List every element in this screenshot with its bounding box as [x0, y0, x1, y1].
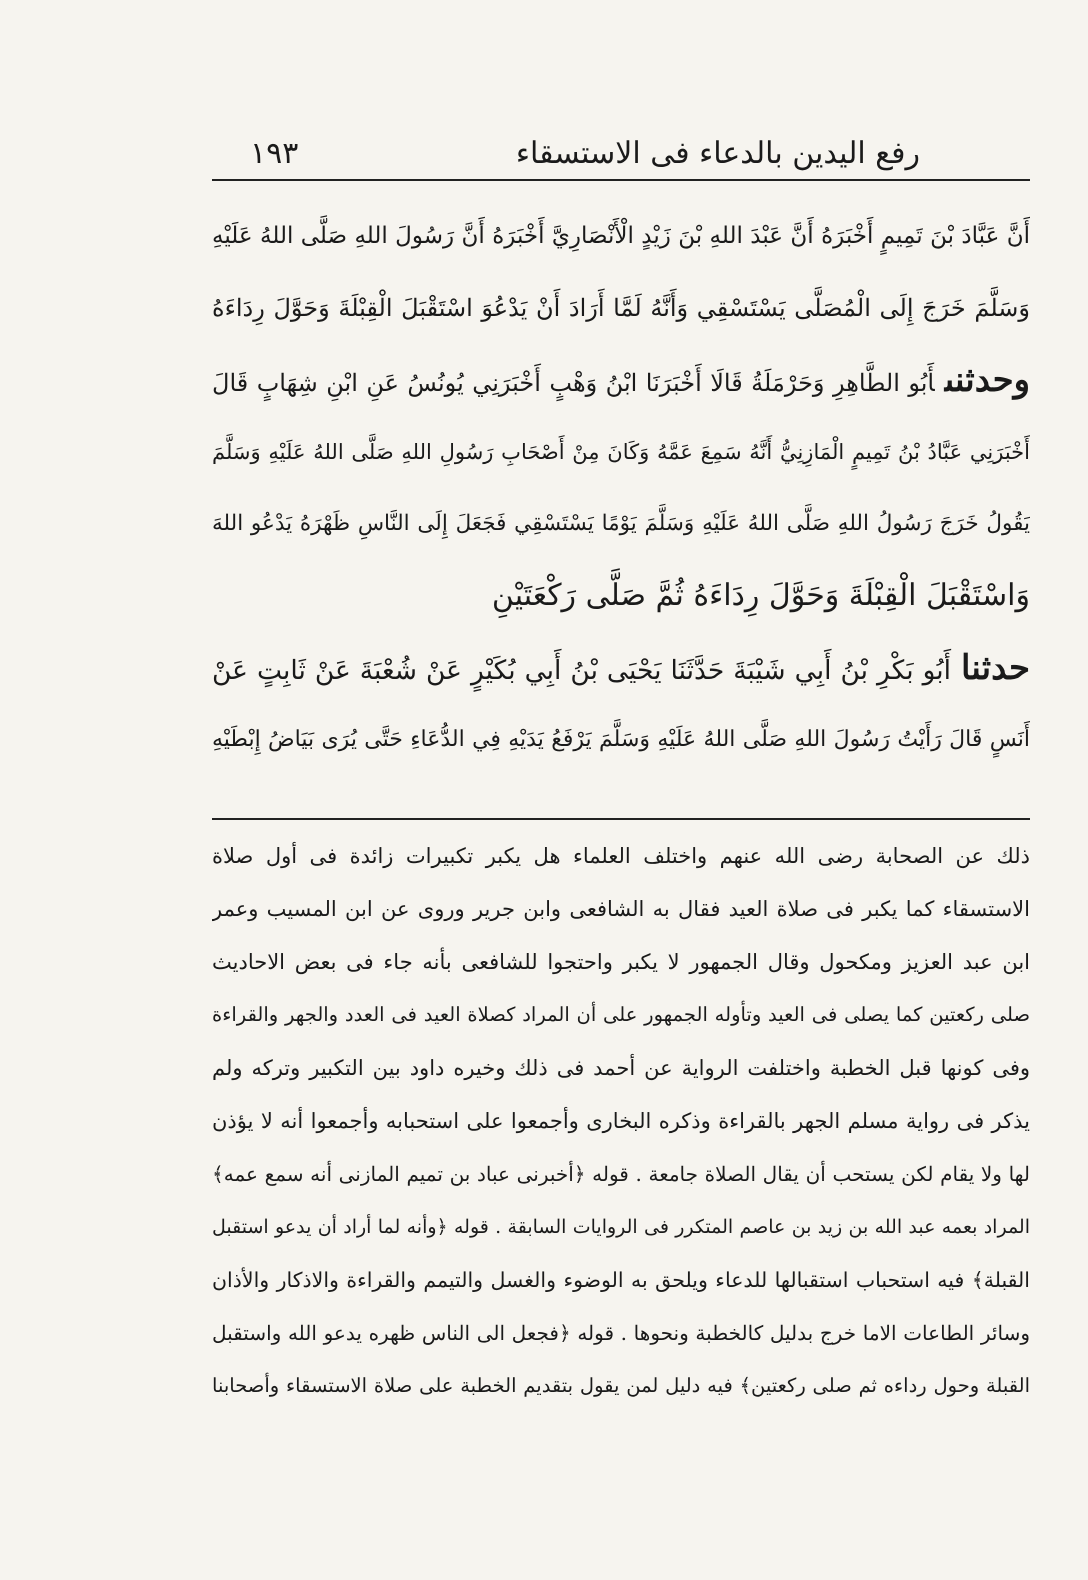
page-number: ١٩٣: [250, 136, 299, 171]
commentary-line: المراد بعمه عبد الله بن زيد بن عاصم المتكرر فى الروايات السابقة . قوله ﴿وأنه لما أراد أن يدعو استقبل: [212, 1216, 1030, 1238]
commentary-line: يذكر فى رواية مسلم الجهر بالقراءة وذكره البخارى وأجمعوا على استحبابه وأجمعوا أنه لا يؤذن: [212, 1109, 1030, 1133]
chain-lead-word: وحدثنى: [944, 360, 1030, 400]
commentary-line: صلى ركعتين كما يصلى فى العيد وتأوله الجمهور على أن المراد كصلاة العيد فى العدد والجهر والقراءة: [212, 1003, 1030, 1026]
hadith-line: أَنَّ عَبَّادَ بْنَ تَمِيمٍ أَخْبَرَهُ أَنَّ عَبْدَ اللهِ بْنَ زَيْدٍ الْأَنْصَارِيَّ أَخْبَرَهُ أَنَّ رَسُولَ اللهِ صَلَّى اللهُ عَلَيْهِ: [212, 223, 1030, 249]
hadith-line: وحدثنىأَبُو الطَّاهِرِ وَحَرْمَلَةُ قَالَا أَخْبَرَنَا ابْنُ وَهْبٍ أَخْبَرَنِي يُونُسُ عَنِ ابْنِ شِهَابٍ قَالَ: [212, 360, 1030, 400]
header-rule: [212, 179, 1030, 181]
hadith-line: وَسَلَّمَ خَرَجَ إِلَى الْمُصَلَّى يَسْتَسْقِي وَأَنَّهُ لَمَّا أَرَادَ أَنْ يَدْعُوَ اسْتَقْبَلَ الْقِبْلَةَ وَحَوَّلَ رِدَاءَهُ: [212, 294, 1030, 322]
hadith-line: أَنَسٍ قَالَ رَأَيْتُ رَسُولَ اللهِ صَلَّى اللهُ عَلَيْهِ وَسَلَّمَ يَرْفَعُ يَدَيْهِ فِي الدُّعَاءِ حَتَّى يُرَى بَيَاضُ إِبْطَيْهِ: [212, 727, 1030, 752]
commentary-line: وفى كونها قبل الخطبة واختلفت الرواية عن أحمد فى ذلك وخيره داود بين التكبير وتركه ولم: [212, 1056, 1030, 1080]
commentary-rule: [212, 818, 1030, 820]
hadith-line: وَاسْتَقْبَلَ الْقِبْلَةَ وَحَوَّلَ رِدَاءَهُ ثُمَّ صَلَّى رَكْعَتَيْنِ: [491, 578, 1030, 613]
commentary-line: وسائر الطاعات الاما خرج بدليل كالخطبة ونحوها . قوله ﴿فجعل الى الناس ظهره يدعو الله واستقبل: [212, 1321, 1030, 1345]
commentary-line: القبلة﴾ فيه استحباب استقبالها للدعاء ويلحق به الوضوء والغسل والتيمم والقراءة والاذكار والأذان: [212, 1268, 1030, 1292]
running-title: رفع اليدين بالدعاء فى الاستسقاء: [515, 136, 920, 171]
page-header: [212, 130, 1030, 176]
hadith-line: أَخْبَرَنِي عَبَّادُ بْنُ تَمِيمٍ الْمَازِنِيُّ أَنَّهُ سَمِعَ عَمَّهُ وَكَانَ مِنْ أَصْحَابِ رَسُولِ اللهِ صَلَّى اللهُ عَلَيْهِ وَسَلَّمَ: [212, 440, 1030, 464]
commentary-line: القبلة وحول رداءه ثم صلى ركعتين﴾ فيه دليل لمن يقول بتقديم الخطبة على صلاة الاستسقاء وأصحابنا: [212, 1374, 1030, 1397]
hadith-line: يَقُولُ خَرَجَ رَسُولُ اللهِ صَلَّى اللهُ عَلَيْهِ وَسَلَّمَ يَوْمًا يَسْتَسْقِي فَجَعَلَ إِلَى النَّاسِ ظَهْرَهُ يَدْعُو اللهَ: [212, 511, 1030, 536]
commentary-text: [212, 826, 1030, 1409]
commentary-line: لها ولا يقام لكن يستحب أن يقال الصلاة جامعة . قوله ﴿أخبرنى عباد بن تميم المازنى أنه سمع عمه﴾: [212, 1162, 1030, 1186]
chain-lead-word: حدثنا: [961, 648, 1030, 688]
hadith-line: حدثناأَبُو بَكْرِ بْنُ أَبِي شَيْبَةَ حَدَّثَنَا يَحْيَى بْنُ أَبِي بُكَيْرٍ عَنْ شُعْبَةَ عَنْ ثَابِتٍ عَنْ: [212, 648, 1030, 688]
commentary-line: الاستسقاء كما يكبر فى صلاة العيد فقال به الشافعى وابن جرير وروى عن ابن المسيب وعمر: [212, 897, 1030, 921]
commentary-line: ابن عبد العزيز ومكحول وقال الجمهور لا يكبر واحتجوا للشافعى بأنه جاء فى بعض الاحاديث: [212, 950, 1030, 974]
hadith-text: [212, 192, 1030, 768]
commentary-line: ذلك عن الصحابة رضى الله عنهم واختلف العلماء هل يكبر تكبيرات زائدة فى أول صلاة: [212, 844, 1030, 868]
